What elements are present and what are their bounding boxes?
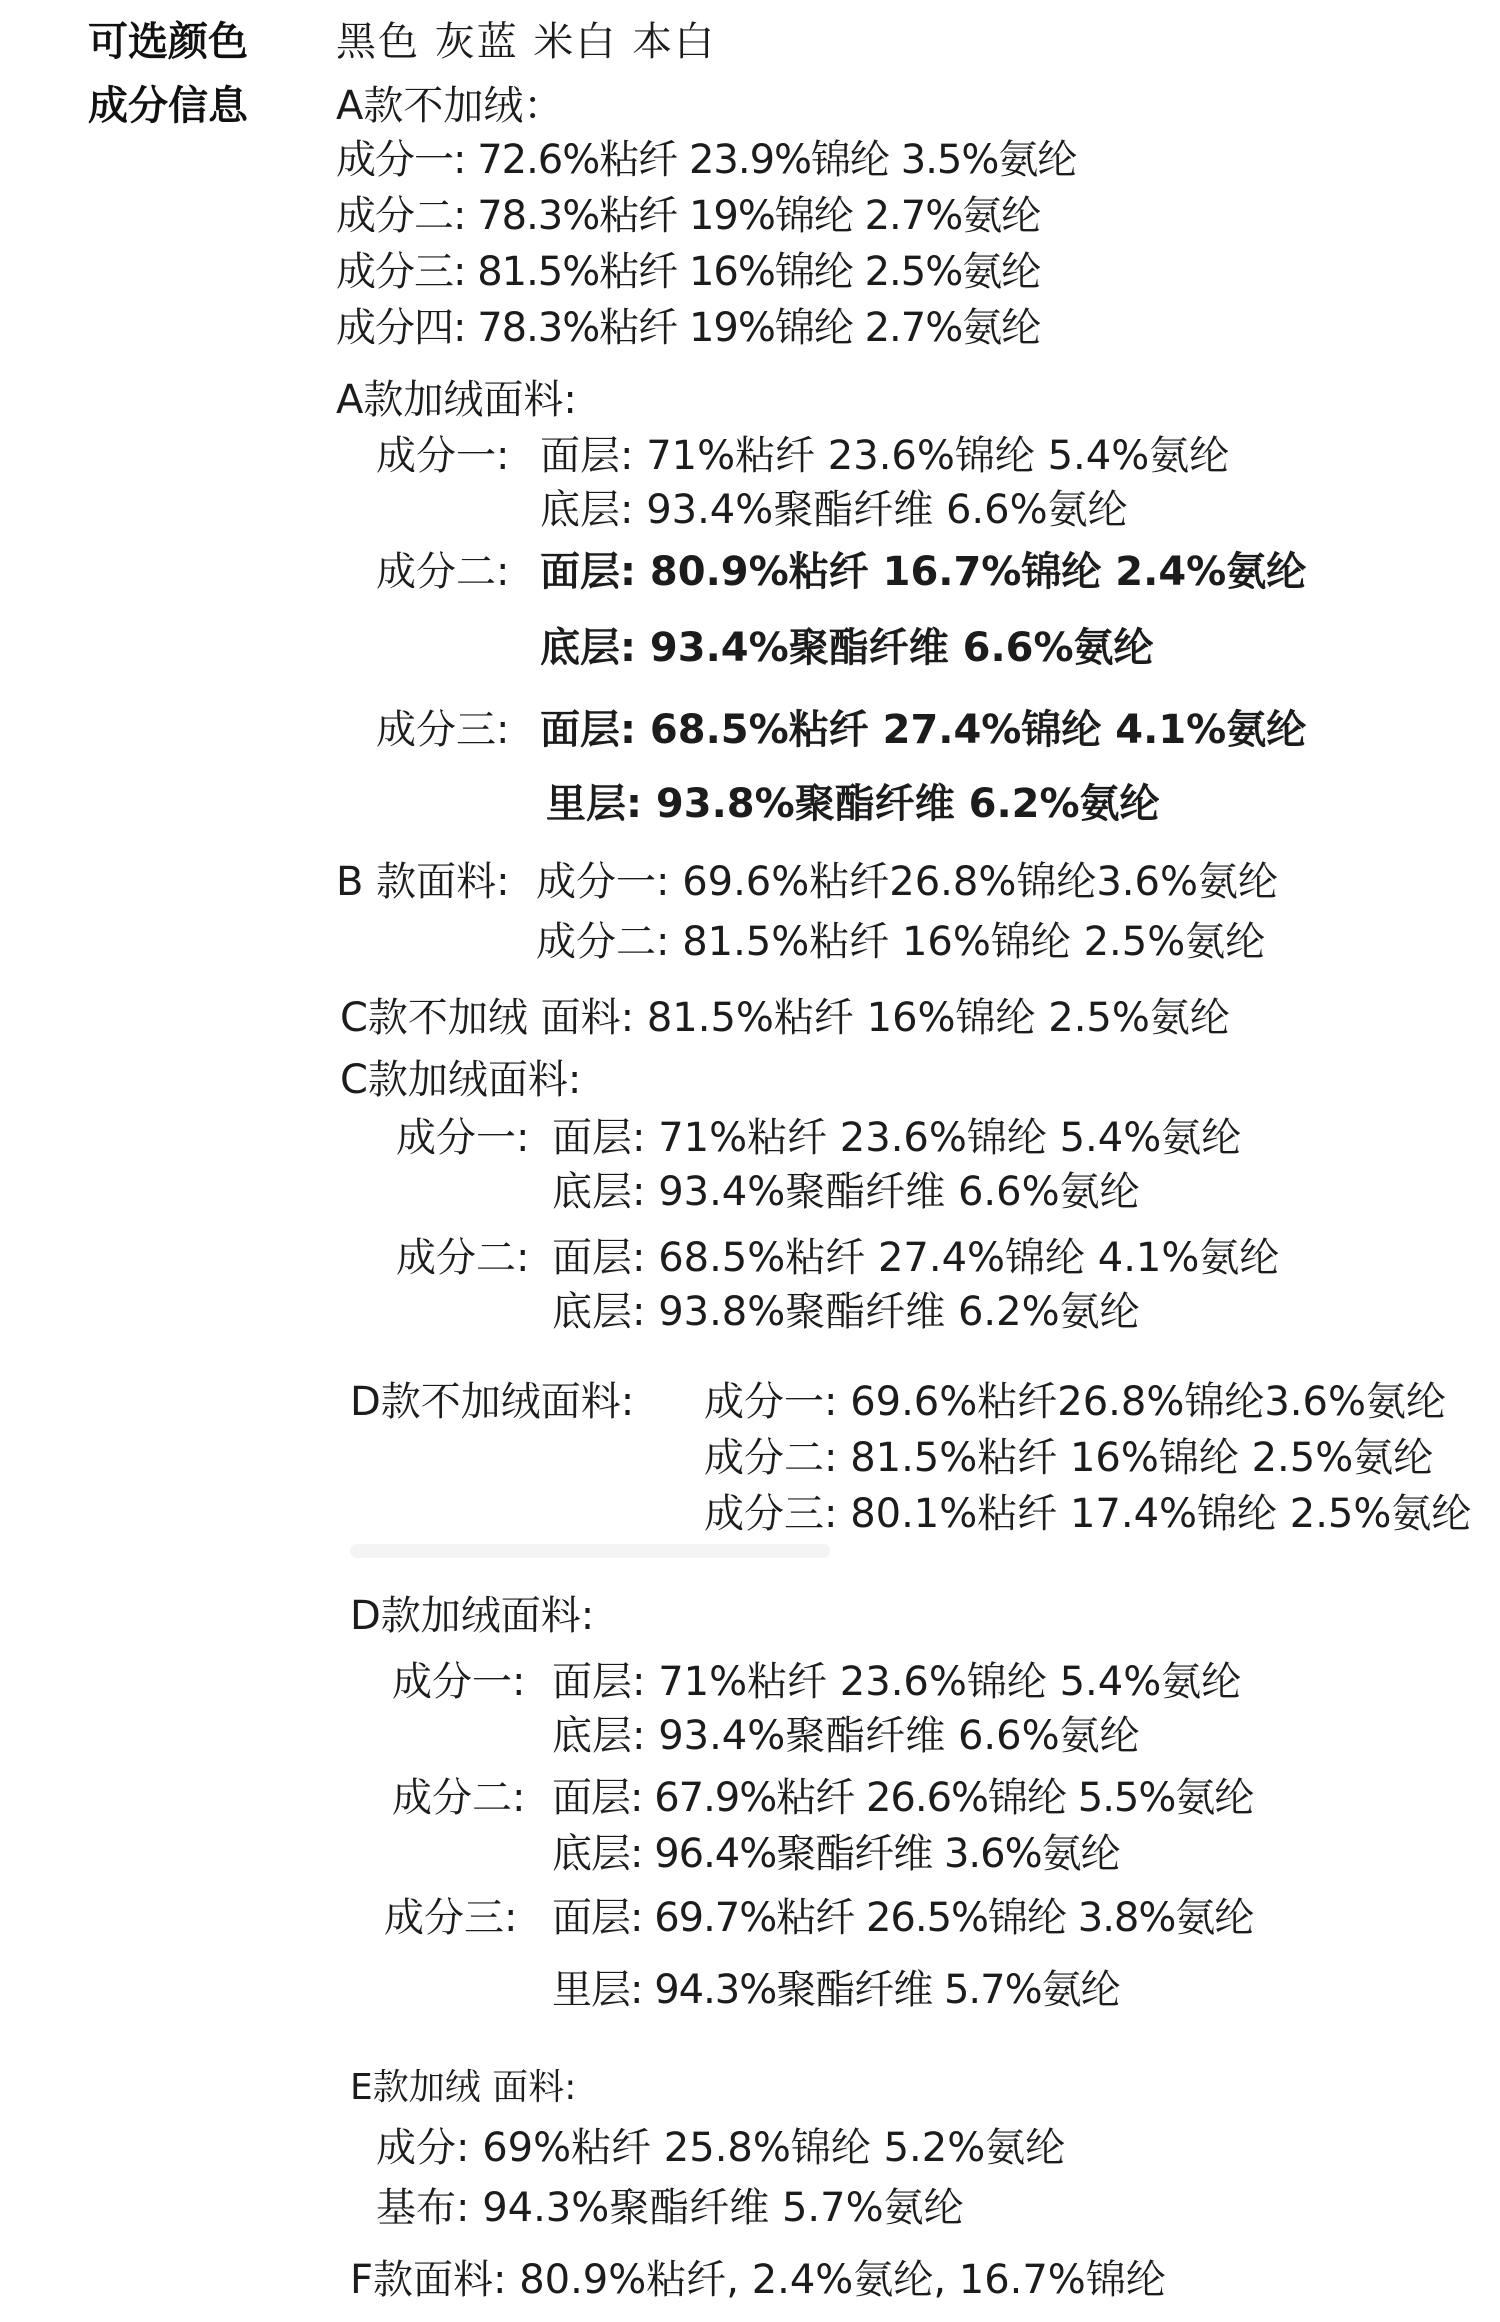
c-fleece-c2-face: 面层: 68.5%粘纤 27.4%锦纶 4.1%氨纶 [552, 1235, 1280, 1281]
a-fleece-c1-base: 底层: 93.4%聚酯纤维 6.6%氨纶 [540, 487, 1128, 533]
c-fleece-c1-name: 成分一: [396, 1115, 530, 1161]
a-fleece-c3-name: 成分三: [376, 707, 510, 753]
a-no-fleece-line-4: 成分四: 78.3%粘纤 19%锦纶 2.7%氨纶 [336, 305, 1041, 351]
d-fleece-c2-base: 底层: 96.4%聚酯纤维 3.6%氨纶 [552, 1831, 1120, 1877]
c-fleece-c2-name: 成分二: [396, 1235, 530, 1281]
a-no-fleece-title: A款不加绒： [336, 83, 564, 129]
d-fleece-c3-lining: 里层: 94.3%聚酯纤维 5.7%氨纶 [552, 1967, 1120, 2013]
d-fleece-c3-face: 面层: 69.7%粘纤 26.5%锦纶 3.8%氨纶 [552, 1895, 1254, 1941]
d-fleece-c2-name: 成分二: [392, 1775, 526, 1821]
c-fleece-title: C款加绒面料: [340, 1057, 582, 1103]
a-fleece-c3-face: 面层: 68.5%粘纤 27.4%锦纶 4.1%氨纶 [540, 707, 1307, 753]
d-no-fleece-title: D款不加绒面料: [350, 1379, 635, 1425]
e-fleece-title: E款加绒 面料: [350, 2067, 577, 2108]
d-fleece-c2-face: 面层: 67.9%粘纤 26.6%锦纶 5.5%氨纶 [552, 1775, 1254, 1821]
c-fleece-c1-base: 底层: 93.4%聚酯纤维 6.6%氨纶 [552, 1169, 1140, 1215]
a-fleece-c2-face: 面层: 80.9%粘纤 16.7%锦纶 2.4%氨纶 [540, 549, 1307, 595]
a-no-fleece-line-1: 成分一: 72.6%粘纤 23.9%锦纶 3.5%氨纶 [336, 137, 1077, 183]
b-title: B 款面料: [336, 859, 510, 905]
c-no-fleece: C款不加绒 面料: 81.5%粘纤 16%锦纶 2.5%氨纶 [340, 995, 1230, 1041]
d-fleece-c3-name: 成分三: [384, 1895, 518, 1941]
d-fleece-title: D款加绒面料: [350, 1593, 595, 1639]
c-fleece-c1-face: 面层: 71%粘纤 23.6%锦纶 5.4%氨纶 [552, 1115, 1242, 1161]
d-no-fleece-c1: 成分一: 69.6%粘纤26.8%锦纶3.6%氨纶 [704, 1379, 1446, 1425]
a-fleece-c3-lining: 里层: 93.8%聚酯纤维 6.2%氨纶 [546, 781, 1160, 827]
d-fleece-c1-base: 底层: 93.4%聚酯纤维 6.6%氨纶 [552, 1713, 1140, 1759]
e-fleece-composition: 成分: 69%粘纤 25.8%锦纶 5.2%氨纶 [376, 2125, 1066, 2171]
f-fabric: F款面料: 80.9%粘纤, 2.4%氨纶, 16.7%锦纶 [350, 2257, 1166, 2303]
d-no-fleece-c2: 成分二: 81.5%粘纤 16%锦纶 2.5%氨纶 [704, 1435, 1434, 1481]
a-fleece-c1-name: 成分一: [376, 433, 510, 479]
scan-smudge [350, 1544, 830, 1558]
a-no-fleece-line-3: 成分三: 81.5%粘纤 16%锦纶 2.5%氨纶 [336, 249, 1041, 295]
d-fleece-c1-name: 成分一: [392, 1659, 526, 1705]
colors-value: 黑色 灰蓝 米白 本白 [336, 19, 717, 65]
composition-label: 成分信息 [88, 83, 248, 129]
a-no-fleece-line-2: 成分二: 78.3%粘纤 19%锦纶 2.7%氨纶 [336, 193, 1041, 239]
a-fleece-c1-face: 面层: 71%粘纤 23.6%锦纶 5.4%氨纶 [540, 433, 1230, 479]
b-c1: 成分一: 69.6%粘纤26.8%锦纶3.6%氨纶 [536, 859, 1278, 905]
d-no-fleece-c3: 成分三: 80.1%粘纤 17.4%锦纶 2.5%氨纶 [704, 1491, 1472, 1537]
a-fleece-title: A款加绒面料: [336, 377, 577, 423]
colors-label: 可选颜色 [88, 19, 248, 65]
e-fleece-base-fabric: 基布: 94.3%聚酯纤维 5.7%氨纶 [376, 2185, 964, 2231]
b-c2: 成分二: 81.5%粘纤 16%锦纶 2.5%氨纶 [536, 919, 1266, 965]
a-fleece-c2-base: 底层: 93.4%聚酯纤维 6.6%氨纶 [540, 625, 1154, 671]
d-fleece-c1-face: 面层: 71%粘纤 23.6%锦纶 5.4%氨纶 [552, 1659, 1242, 1705]
c-fleece-c2-base: 底层: 93.8%聚酯纤维 6.2%氨纶 [552, 1289, 1140, 1335]
a-fleece-c2-name: 成分二: [376, 549, 510, 595]
